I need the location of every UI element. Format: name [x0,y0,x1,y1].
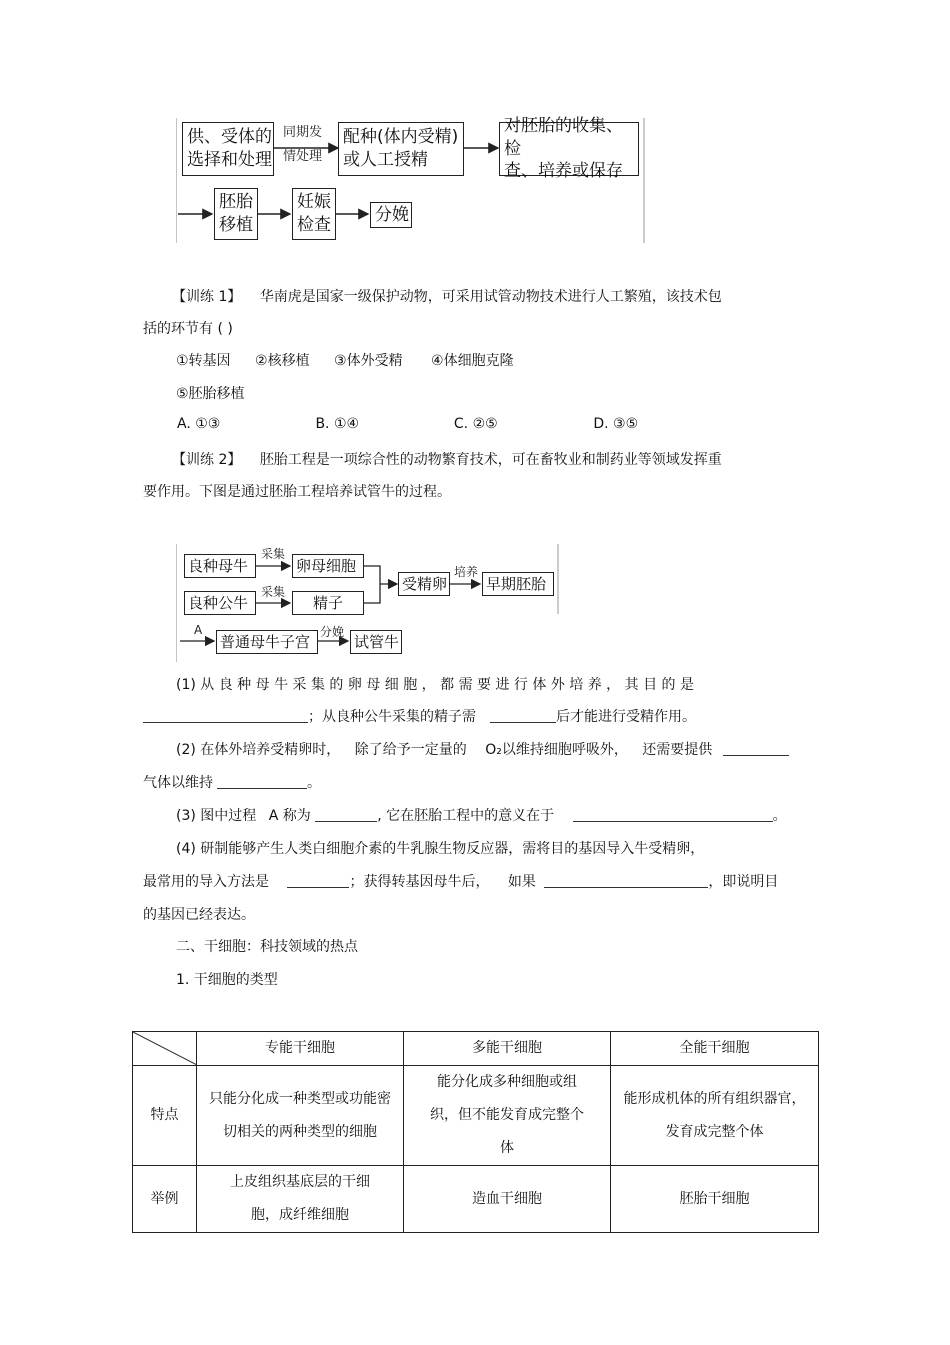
question-2-line2 [143,772,321,792]
q2-part: O₂以维持细胞呼吸外， [485,742,628,758]
training2-tag: 【训练 2】 [172,452,242,468]
box-elite-cow: 良种母牛 [184,554,256,578]
table-header-row [133,1032,819,1066]
option-a: A. ①③ [177,416,221,432]
item: ①转基因 [176,353,231,369]
training1-line1 [172,286,722,306]
diagonal-corner-cell [133,1032,197,1066]
row-label: 举例 [133,1166,197,1233]
section-heading: 二、干细胞：科技领域的热点 [176,939,358,955]
answer-blank[interactable] [573,807,773,822]
table-cell: 胚胎干细胞 [611,1166,819,1233]
flow-box-birth [370,202,412,228]
training1-line2: 括的环节有 ( ) [143,321,233,337]
flow-box-donor-selection [182,122,274,176]
q2-part: 气体以维持 [143,775,213,791]
question-4-line3: 的基因已经表达。 [143,907,255,923]
table-cell: 能形成机体的所有组织器官，发育成完整个体 [611,1066,819,1166]
flow-box-mating [338,122,464,176]
box-sperm: 精子 [292,591,364,615]
q2-part: (2) 在体外培养受精卵时， [176,742,341,758]
table-cell: 能分化成多种细胞或组织，但不能发育成完整个体 [404,1066,611,1166]
q2-part: 除了给予一定量的 [354,742,467,758]
q2-part: 还需要提供 [642,742,713,758]
label-collect-1: 采集 [261,547,286,561]
label-process-a: A [194,623,203,637]
q2-part: 。 [307,775,321,791]
table-cell: 造血干细胞 [404,1166,611,1233]
answer-blank[interactable] [723,741,789,756]
label-collect-2: 采集 [261,585,286,599]
label-birth: 分娩 [320,625,345,639]
q3-part: 。 [772,808,787,824]
box-oocyte: 卵母细胞 [292,554,364,578]
training2-line2: 要作用。下图是通过胚胎工程培养试管牛的过程。 [143,484,451,500]
answer-blank[interactable] [544,873,708,888]
box-line: 移植 [219,215,253,235]
q1-end: 后才能进行受精作用。 [556,709,696,725]
table-cell: 上皮组织基底层的干细胞，成纤维细胞 [197,1166,404,1233]
training1-options [177,416,638,432]
training1-text: 华南虎是国家一级保护动物，可采用试管动物技术进行人工繁殖，该技术包 [259,289,722,305]
stem-cell-types-table [132,1031,819,1233]
box-zygote: 受精卵 [398,572,450,596]
box-line: 胚胎 [219,192,253,213]
training2-text: 胚胎工程是一项综合性的动物繁育技术，可在畜牧业和制药业等领域发挥重 [259,452,722,468]
q4-part: ；获得转基因母牛后， [349,874,490,890]
diagonal-line [133,1032,197,1065]
box-recipient-uterus: 普通母牛子宫 [216,630,318,654]
row-label: 特点 [133,1066,197,1166]
table-row [133,1166,819,1233]
header-cell: 专能干细胞 [197,1032,404,1066]
box-test-tube-cow: 试管牛 [350,630,402,654]
box-early-embryo: 早期胚胎 [482,572,554,596]
label-line: 情处理 [283,149,323,165]
embryo-transfer-flowchart [176,115,646,243]
q3-part: (3) 图中过程 [176,808,257,824]
box-line: 供、受体的 [187,127,272,148]
box-line: 配种(体内受精) [343,127,459,148]
header-cell: 多能干细胞 [404,1032,611,1066]
training1-tag: 【训练 1】 [172,289,242,305]
question-1-line2 [143,706,696,726]
arrow-label-sync-estrus [283,124,322,166]
item: ②核移植 [255,353,310,369]
test-tube-cow-diagram [176,544,560,662]
training2-line1 [172,449,722,469]
option-b: B. ①④ [315,416,360,432]
table-row [133,1066,819,1166]
answer-blank[interactable] [315,807,377,822]
box-line: 查、培养或保存 [504,161,623,182]
box-line: 对胚胎的收集、检 [504,115,623,159]
label-line: 同期发 [283,125,323,140]
box-line: 检查 [297,215,331,235]
q3-part: A 称为 [268,808,311,824]
option-c: C. ②⑤ [453,416,498,432]
item: ③体外受精 [334,353,403,369]
flow-box-embryo-collection [499,115,639,182]
training1-item5: ⑤胚胎移植 [176,386,245,402]
q4-part: 如果 [507,874,536,890]
q3-part: , 它在胚胎工程中的意义在于 [377,808,555,824]
question-3 [176,805,787,825]
question-2-line1 [176,739,789,759]
box-line: 妊娠 [297,192,331,213]
box-line: 或人工授精 [343,150,428,170]
box-elite-bull: 良种公牛 [184,591,256,615]
q4-part: 最常用的导入方法是 [143,874,269,890]
question-4-line2 [143,871,778,891]
question-4-line1: (4) 研制能够产生人类白细胞介素的牛乳腺生物反应器，需将目的基因导入牛受精卵， [176,841,705,857]
option-d: D. ③⑤ [593,416,639,432]
answer-blank[interactable] [287,873,349,888]
answer-blank[interactable] [217,774,307,789]
box-line: 选择和处理 [187,150,272,170]
training1-items [176,350,514,370]
table-cell: 只能分化成一种类型或功能密切相关的两种类型的细胞 [197,1066,404,1166]
answer-blank[interactable] [490,708,556,723]
section-subheading: 1. 干细胞的类型 [176,972,278,988]
q1-mid: ；从良种公牛采集的精子需 [308,709,476,725]
header-cell: 全能干细胞 [611,1032,819,1066]
answer-blank[interactable] [143,708,308,723]
flow-box-embryo-transfer [214,188,258,240]
item: ④体细胞克隆 [431,353,514,369]
flow-box-pregnancy-check [292,188,336,240]
box-line: 分娩 [375,204,409,225]
q4-part: ，即说明目 [708,874,779,890]
label-culture: 培养 [454,565,479,579]
question-1-line1: (1) 从 良 种 母 牛 采 集 的 卵 母 细 胞 ， 都 需 要 进 行 体 外 培 养 ， 其 目 的 是 [176,677,694,693]
